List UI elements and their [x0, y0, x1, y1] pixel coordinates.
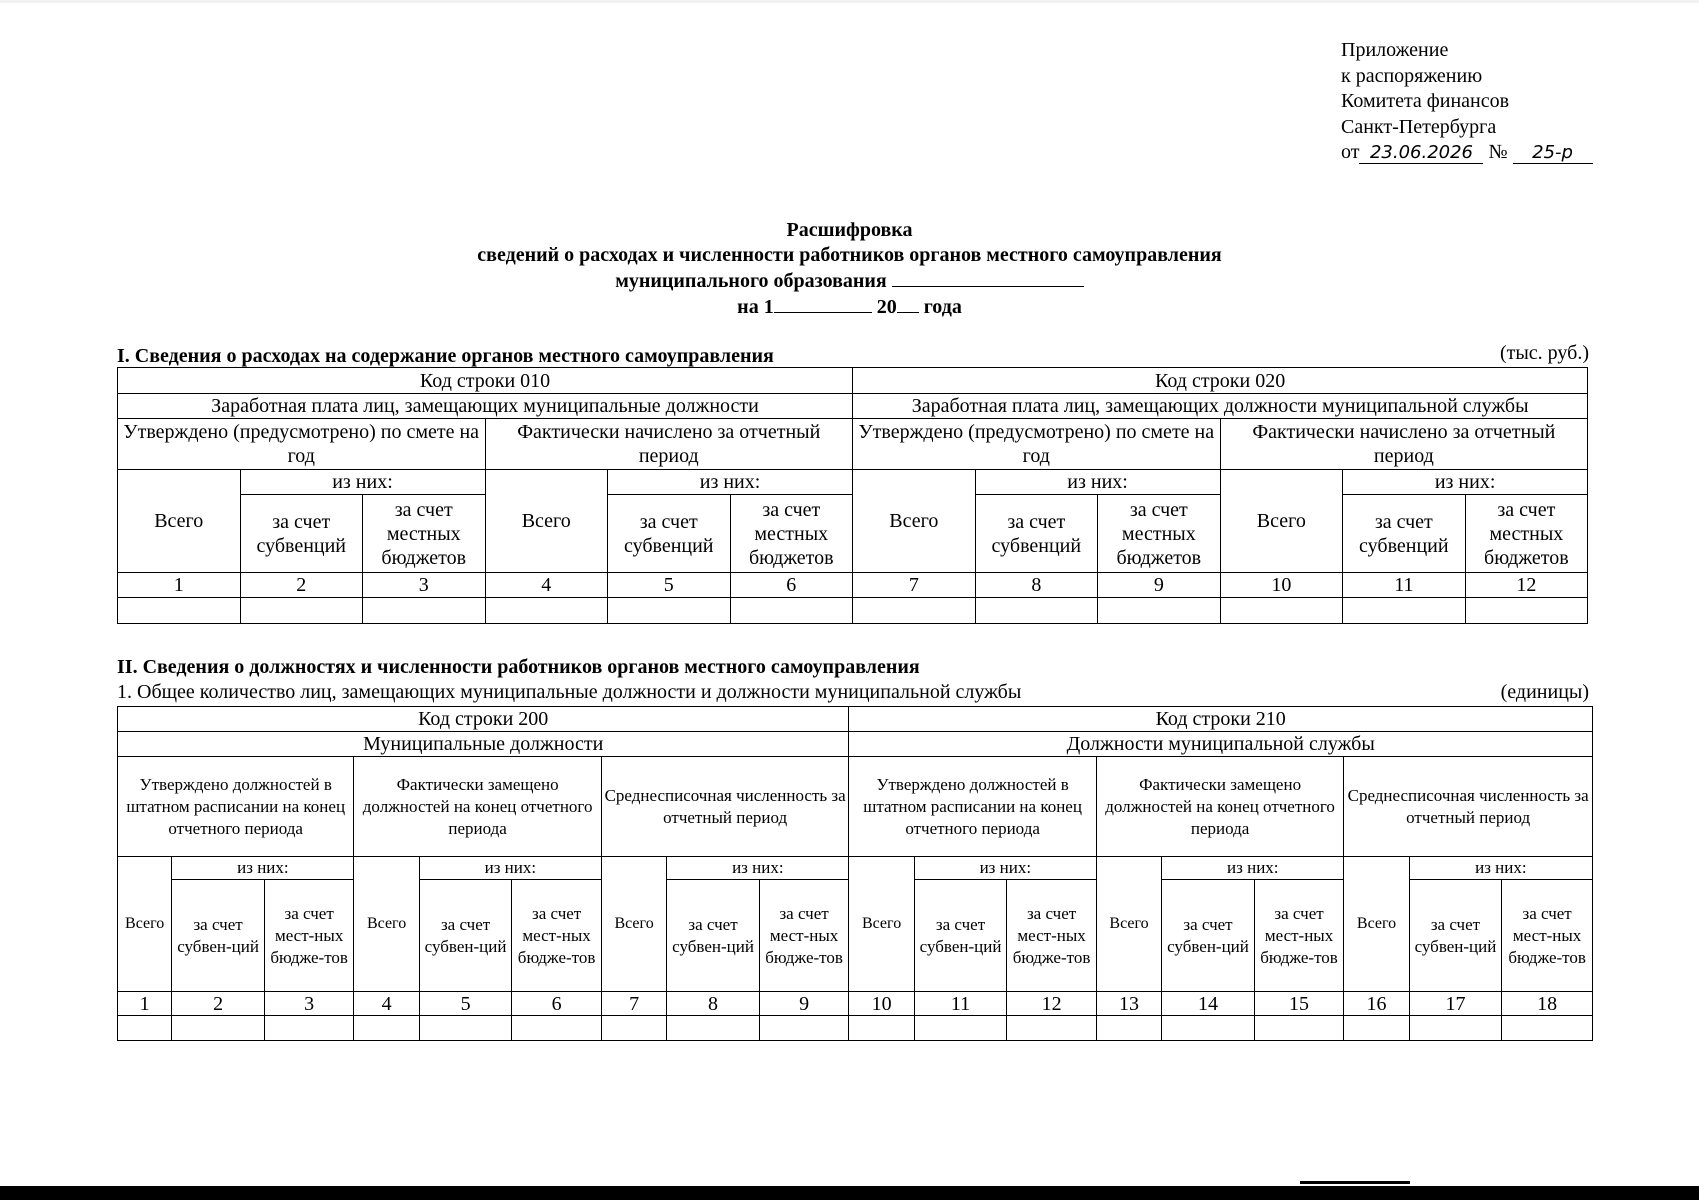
total-header: Всего	[601, 857, 666, 992]
municipality-blank[interactable]	[892, 268, 1084, 287]
total-header: Всего	[485, 470, 608, 573]
of-which-header: из них:	[608, 470, 853, 495]
section2-title: II. Сведения о должностях и численности работников органов местного самоуправления	[117, 656, 920, 678]
column-number: 6	[512, 992, 602, 1016]
local-budgets-header: за счет мест-ных бюдже-тов	[759, 880, 849, 992]
document-title: Расшифровка	[786, 219, 913, 241]
group-municipal-positions-header: Муниципальные должности	[118, 732, 849, 757]
total-header: Всего	[1344, 857, 1409, 992]
local-budgets-header: за счет мест-ных бюдже-тов	[264, 880, 354, 992]
group-municipal-positions-header: Заработная плата лиц, замещающих муниципальные должности	[118, 394, 853, 419]
appendix-line-3: Комитета финансов	[1341, 90, 1510, 112]
date-year: 20	[876, 296, 897, 318]
data-cell[interactable]	[1343, 598, 1466, 624]
column-number: 11	[1343, 573, 1466, 598]
subsidies-header: за счет субвенций	[1343, 495, 1466, 573]
date-line	[0, 294, 1699, 320]
column-number: 15	[1254, 992, 1344, 1016]
code-200-header: Код строки 200	[118, 707, 849, 732]
data-cell[interactable]	[601, 1016, 666, 1041]
data-cell[interactable]	[759, 1016, 849, 1041]
total-header: Всего	[849, 857, 914, 992]
of-which-header: из них:	[419, 857, 601, 880]
local-budgets-header: за счет местных бюджетов	[363, 495, 486, 573]
local-budgets-header: за счет мест-ных бюдже-тов	[1254, 880, 1344, 992]
appendix-date: 23.06.2026	[1359, 143, 1483, 164]
staff-table	[117, 706, 1593, 1041]
appendix-line-1: Приложение	[1341, 39, 1449, 61]
column-number: 7	[601, 992, 666, 1016]
column-number: 3	[363, 573, 486, 598]
local-budgets-header: за счет мест-ных бюдже-тов	[1007, 880, 1097, 992]
actual-header-a: Фактически начислено за отчетный период	[485, 419, 853, 470]
subsidies-header: за счет субвенций	[975, 495, 1098, 573]
subsidies-header: за счет субвен-ций	[1162, 880, 1255, 992]
column-number: 14	[1162, 992, 1255, 1016]
data-cell[interactable]	[914, 1016, 1007, 1041]
subsidies-header: за счет субвенций	[608, 495, 731, 573]
total-header: Всего	[118, 470, 241, 573]
data-cell[interactable]	[730, 598, 853, 624]
column-number: 1	[118, 992, 172, 1016]
of-which-header: из них:	[240, 470, 485, 495]
data-cell[interactable]	[118, 1016, 172, 1041]
column-number: 8	[667, 992, 760, 1016]
appendix-number-label: №	[1488, 141, 1508, 163]
subsidies-header: за счет субвен-ций	[914, 880, 1007, 992]
data-cell[interactable]	[485, 598, 608, 624]
data-cell[interactable]	[1007, 1016, 1097, 1041]
code-020-header: Код строки 020	[853, 368, 1588, 394]
section2-unit: (единицы)	[1500, 681, 1589, 703]
local-budgets-header: за счет мест-ных бюдже-тов	[1502, 880, 1593, 992]
data-cell[interactable]	[512, 1016, 602, 1041]
scan-edge-mark	[1300, 1181, 1410, 1184]
actual-header-b: Фактически начислено за отчетный период	[1220, 419, 1588, 470]
appendix-block	[1341, 38, 1593, 166]
of-which-header: из них:	[172, 857, 354, 880]
column-number: 3	[264, 992, 354, 1016]
total-header: Всего	[853, 470, 976, 573]
column-number: 6	[730, 573, 853, 598]
of-which-header: из них:	[1409, 857, 1592, 880]
data-cell[interactable]	[363, 598, 486, 624]
data-cell[interactable]	[419, 1016, 512, 1041]
group-municipal-service-header: Заработная плата лиц, замещающих должности муниципальной службы	[853, 394, 1588, 419]
average-headcount-header-a: Среднесписочная численность за отчетный период	[601, 757, 849, 857]
approved-header-b: Утверждено (предусмотрено) по смете на год	[853, 419, 1221, 470]
filled-positions-header-b: Фактически замещено должностей на конец отчетного периода	[1096, 757, 1343, 857]
section2-subtitle: 1. Общее количество лиц, замещающих муниципальные должности и должности муниципальной службы	[117, 681, 1022, 703]
column-number: 5	[419, 992, 512, 1016]
data-cell[interactable]	[1096, 1016, 1161, 1041]
column-number: 5	[608, 573, 731, 598]
appendix-line-2: к распоряжению	[1341, 64, 1483, 87]
average-headcount-header-b: Среднесписочная численность за отчетный период	[1344, 757, 1593, 857]
data-cell[interactable]	[1409, 1016, 1502, 1041]
data-cell[interactable]	[1254, 1016, 1344, 1041]
data-cell[interactable]	[264, 1016, 354, 1041]
data-cell[interactable]	[240, 598, 363, 624]
column-number: 1	[118, 573, 241, 598]
data-cell[interactable]	[1465, 598, 1588, 624]
appendix-date-line	[1341, 140, 1593, 166]
code-010-header: Код строки 010	[118, 368, 853, 394]
code-210-header: Код строки 210	[849, 707, 1593, 732]
approved-header-a: Утверждено (предусмотрено) по смете на год	[118, 419, 486, 470]
subsidies-header: за счет субвен-ций	[1409, 880, 1502, 992]
column-number: 10	[849, 992, 914, 1016]
column-number: 7	[853, 573, 976, 598]
appendix-number: 25-р	[1513, 143, 1593, 164]
column-number: 9	[1098, 573, 1221, 598]
column-number: 9	[759, 992, 849, 1016]
total-header: Всего	[1096, 857, 1161, 992]
local-budgets-header: за счет местных бюджетов	[1098, 495, 1221, 573]
column-number: 10	[1220, 573, 1343, 598]
total-header: Всего	[354, 857, 419, 992]
data-cell[interactable]	[1098, 598, 1221, 624]
data-cell[interactable]	[853, 598, 976, 624]
municipality-label: муниципального образования	[615, 270, 887, 292]
section1-title: I. Сведения о расходах на содержание органов местного самоуправления	[117, 345, 774, 367]
data-cell[interactable]	[354, 1016, 419, 1041]
column-number: 4	[485, 573, 608, 598]
of-which-header: из них:	[667, 857, 849, 880]
column-number: 4	[354, 992, 419, 1016]
column-number: 17	[1409, 992, 1502, 1016]
subsidies-header: за счет субвенций	[240, 495, 363, 573]
date-blank-day[interactable]	[774, 294, 872, 313]
of-which-header: из них:	[1343, 470, 1588, 495]
of-which-header: из них:	[1162, 857, 1344, 880]
date-blank-year[interactable]	[897, 294, 919, 313]
local-budgets-header: за счет местных бюджетов	[730, 495, 853, 573]
total-header: Всего	[1220, 470, 1343, 573]
scan-edge-bottom	[0, 1186, 1699, 1200]
data-cell[interactable]	[172, 1016, 265, 1041]
column-number: 16	[1344, 992, 1409, 1016]
scan-edge-top	[0, 0, 1699, 3]
data-cell[interactable]	[1162, 1016, 1255, 1041]
of-which-header: из них:	[914, 857, 1096, 880]
data-cell[interactable]	[1220, 598, 1343, 624]
column-number: 2	[172, 992, 265, 1016]
local-budgets-header: за счет мест-ных бюдже-тов	[512, 880, 602, 992]
data-cell[interactable]	[608, 598, 731, 624]
approved-positions-header-a: Утверждено должностей в штатном расписании на конец отчетного периода	[118, 757, 354, 857]
column-number: 12	[1465, 573, 1588, 598]
column-number: 13	[1096, 992, 1161, 1016]
document-subtitle: сведений о расходах и численности работников органов местного самоуправления	[477, 244, 1222, 266]
subsidies-header: за счет субвен-ций	[667, 880, 760, 992]
expenses-table	[117, 367, 1588, 624]
data-cell[interactable]	[975, 598, 1098, 624]
of-which-header: из них:	[975, 470, 1220, 495]
data-cell[interactable]	[849, 1016, 914, 1041]
subsidies-header: за счет субвен-ций	[172, 880, 265, 992]
subsidies-header: за счет субвен-ций	[419, 880, 512, 992]
data-cell[interactable]	[667, 1016, 760, 1041]
column-number: 11	[914, 992, 1007, 1016]
group-municipal-service-header: Должности муниципальной службы	[849, 732, 1593, 757]
column-number: 12	[1007, 992, 1097, 1016]
date-prefix: на 1	[737, 296, 774, 318]
date-suffix: года	[923, 296, 962, 318]
municipality-line	[0, 268, 1699, 294]
data-cell[interactable]	[1344, 1016, 1409, 1041]
filled-positions-header-a: Фактически замещено должностей на конец отчетного периода	[354, 757, 601, 857]
total-header: Всего	[118, 857, 172, 992]
approved-positions-header-b: Утверждено должностей в штатном расписании на конец отчетного периода	[849, 757, 1096, 857]
data-cell[interactable]	[118, 598, 241, 624]
data-cell[interactable]	[1502, 1016, 1593, 1041]
appendix-from-label: от	[1341, 141, 1360, 163]
column-number: 2	[240, 573, 363, 598]
local-budgets-header: за счет местных бюджетов	[1465, 495, 1588, 573]
section1-unit: (тыс. руб.)	[1499, 342, 1589, 364]
column-number: 18	[1502, 992, 1593, 1016]
appendix-line-4: Санкт-Петербурга	[1341, 115, 1497, 138]
column-number: 8	[975, 573, 1098, 598]
